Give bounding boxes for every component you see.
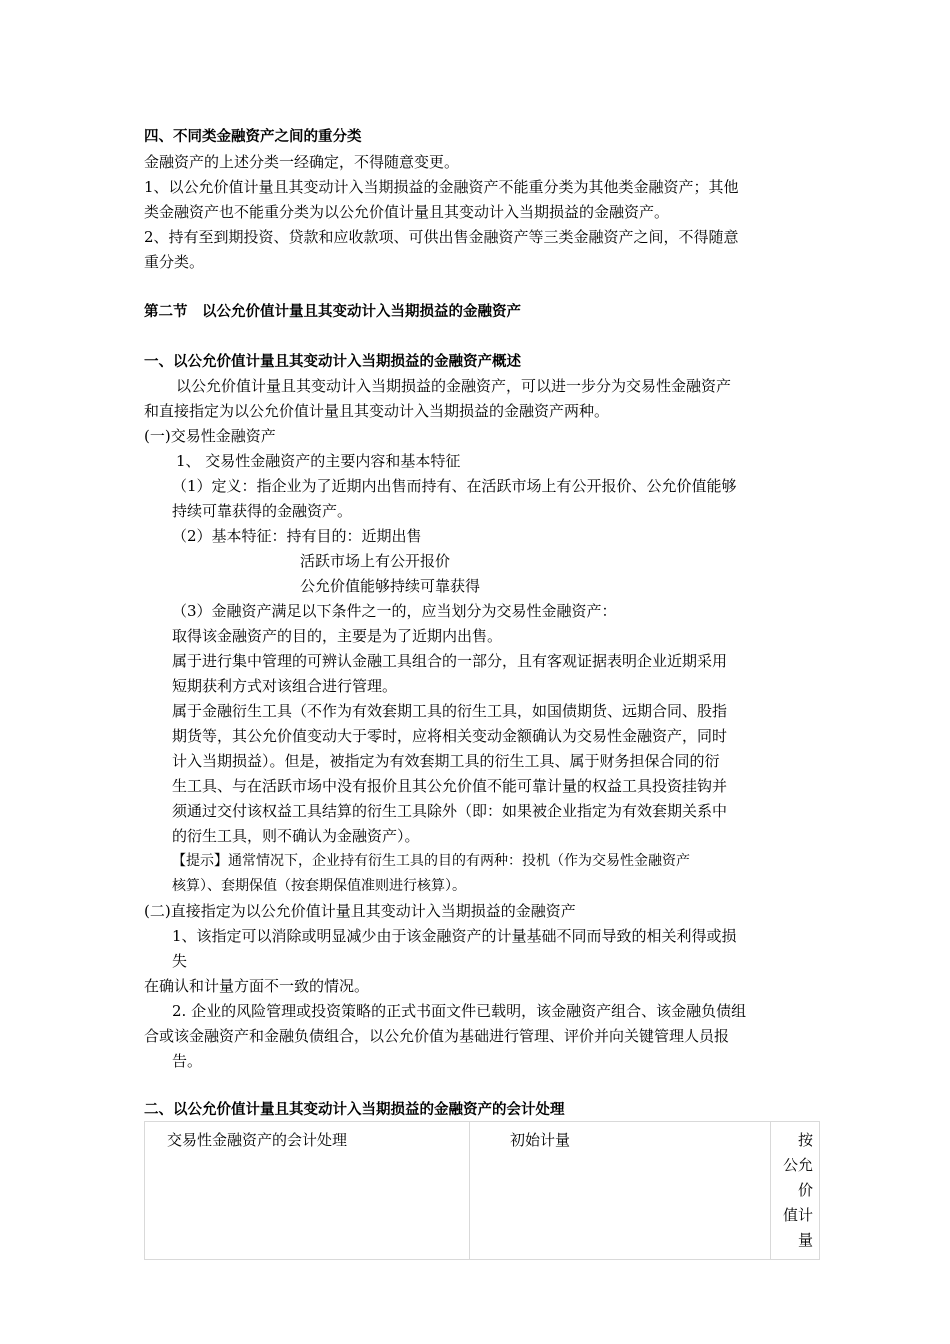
- paragraph-line: 合或该金融资产和金融负债组合，以公允价值为基础进行管理、评价并向关键管理人员报: [144, 1027, 730, 1045]
- list-item: （3）金融资产满足以下条件之一的，应当划分为交易性金融资产：: [172, 602, 617, 620]
- paragraph-line: 期货等，其公允价值变动大于零时，应将相关变动金额确认为交易性金融资产，同时: [172, 727, 728, 745]
- list-item: （2）基本特征：持有目的：近期出售: [172, 527, 422, 545]
- paragraph-line: 金融资产的上述分类一经确定，不得随意变更。: [144, 153, 460, 171]
- cell-line: 值计量: [782, 1206, 813, 1249]
- item-heading-trading-assets: (一)交易性金融资产: [144, 427, 276, 445]
- paragraph-line: 短期获利方式对该组合进行管理。: [172, 677, 398, 695]
- paragraph-line: 类金融资产也不能重分类为以公允价值计量且其变动计入当期损益的金融资产。: [144, 203, 670, 221]
- paragraph-line: 生工具、与在活跃市场中没有报价且其公允价值不能可靠计量的权益工具投资挂钩并: [172, 777, 728, 795]
- paragraph-line: 2、持有至到期投资、贷款和应收款项、可供出售金融资产等三类金融资产之间，不得随意: [144, 228, 739, 246]
- list-item: （1）定义：指企业为了近期内出售而持有、在活跃市场上有公开报价、公允价值能够: [172, 477, 737, 495]
- paragraph-line: 在确认和计量方面不一致的情况。: [144, 977, 370, 995]
- table-row: [145, 1122, 820, 1260]
- paragraph-line: 和直接指定为以公允价值计量且其变动计入当期损益的金融资产两种。: [144, 402, 610, 420]
- paragraph-line: 持续可靠获得的金融资产。: [172, 502, 353, 520]
- paragraph-line: 取得该金融资产的目的，主要是为了近期内出售。: [172, 627, 503, 645]
- paragraph-line: 属于进行集中管理的可辨认金融工具组合的一部分，且有客观证据表明企业近期采用: [172, 652, 728, 670]
- table-cell: 初始计量: [470, 1122, 771, 1260]
- paragraph-line: 1、以公允价值计量且其变动计入当期损益的金融资产不能重分类为其他类金融资产；其他: [144, 178, 739, 196]
- tip-note: 【提示】通常情况下，企业持有衍生工具的目的有两种：投机（作为交易性金融资产: [172, 853, 690, 869]
- list-item: 2. 企业的风险管理或投资策略的正式书面文件已载明，该金融资产组合、该金融负债组: [172, 1002, 747, 1020]
- paragraph-line: 计入当期损益）。但是，被指定为有效套期工具的衍生工具、属于财务担保合同的衍: [172, 752, 720, 770]
- paragraph-line: 以公允价值计量且其变动计入当期损益的金融资产，可以进一步分为交易性金融资产: [176, 377, 732, 395]
- subsection-heading-overview: 一、以公允价值计量且其变动计入当期损益的金融资产概述: [144, 354, 521, 370]
- paragraph-line: 的衍生工具，则不确认为金融资产）。: [172, 827, 420, 845]
- tip-note: 核算）、套期保值（按套期保值准则进行核算）。: [172, 878, 466, 894]
- cell-line: 按: [797, 1131, 813, 1149]
- paragraph-line: 重分类。: [144, 253, 205, 271]
- chapter-section-title: 第二节 以公允价值计量且其变动计入当期损益的金融资产: [144, 304, 521, 320]
- list-item: 1、该指定可以消除或明显减少由于该金融资产的计量基础不同而导致的相关利得或损: [172, 927, 737, 945]
- table-cell: [771, 1122, 820, 1260]
- paragraph-line: 失: [172, 952, 188, 970]
- cell-line: 公允价: [782, 1156, 813, 1199]
- paragraph-line: 公允价值能够持续可靠获得: [300, 577, 481, 595]
- paragraph-line: 须通过交付该权益工具结算的衍生工具除外（即：如果被企业指定为有效套期关系中: [172, 802, 728, 820]
- paragraph-line: 活跃市场上有公开报价: [300, 552, 451, 570]
- list-item: 1、 交易性金融资产的主要内容和基本特征: [176, 452, 461, 470]
- item-heading-designated-assets: (二)直接指定为以公允价值计量且其变动计入当期损益的金融资产: [144, 902, 576, 920]
- table-cell: 交易性金融资产的会计处理: [145, 1122, 470, 1260]
- subsection-heading-accounting: 二、以公允价值计量且其变动计入当期损益的金融资产的会计处理: [144, 1102, 565, 1118]
- paragraph-line: 属于金融衍生工具（不作为有效套期工具的衍生工具，如国债期货、远期合同、股指: [172, 702, 728, 720]
- accounting-table: [144, 1121, 820, 1260]
- paragraph-line: 告。: [172, 1052, 203, 1070]
- section-heading-reclassification: 四、不同类金融资产之间的重分类: [144, 129, 362, 145]
